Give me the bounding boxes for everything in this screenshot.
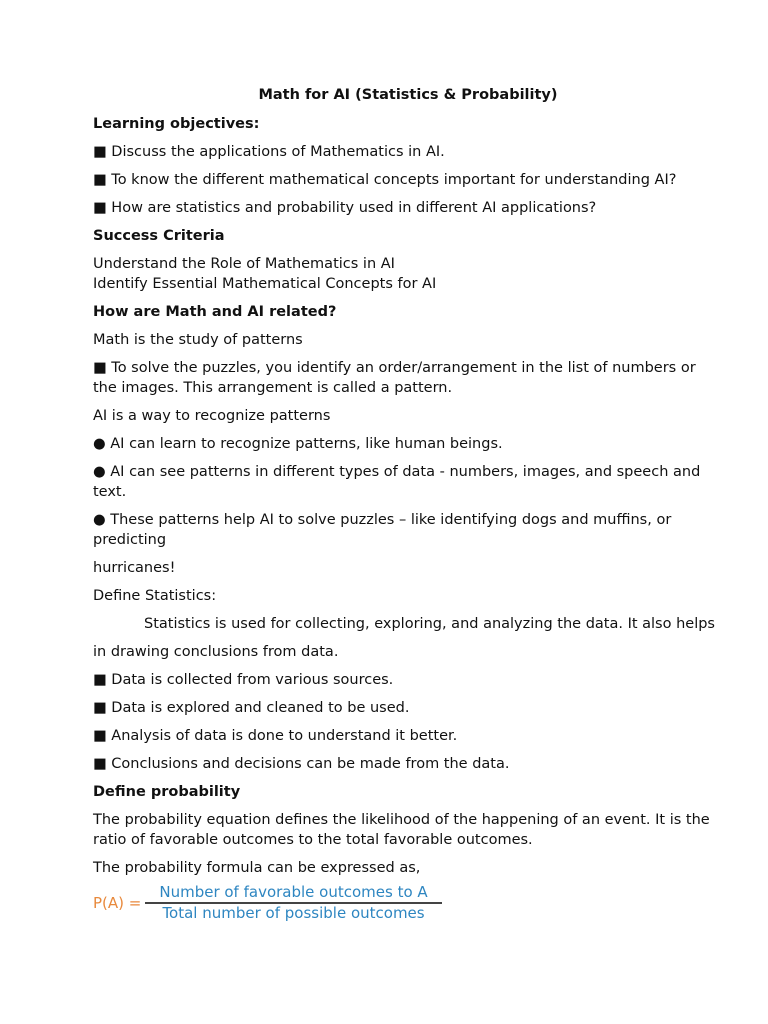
formula-lhs: P(A) =	[93, 893, 142, 912]
formula-denominator: Total number of possible outcomes	[162, 903, 425, 922]
math-patterns-text: Math is the study of patterns	[93, 332, 303, 348]
ai-bullet: ● AI can learn to recognize patterns, like human beings.	[93, 436, 503, 452]
hurricanes-text: hurricanes!	[93, 560, 176, 576]
statistics-continuation: in drawing conclusions from data.	[93, 644, 339, 660]
objective-item: ■ Discuss the applications of Mathematics in AI.	[93, 144, 445, 160]
success-criteria-list	[93, 254, 723, 294]
document-page	[93, 85, 723, 923]
ai-bullet: ● AI can see patterns in different types of data - numbers, images, and speech and text.	[93, 464, 701, 500]
statistics-paragraph: Statistics is used for collecting, exploring, and analyzing the data. It also helps	[144, 616, 715, 632]
success-criteria-item: Understand the Role of Mathematics in AI	[93, 256, 395, 272]
document-title: Math for AI (Statistics & Probability)	[258, 87, 558, 103]
ai-patterns-text: AI is a way to recognize patterns	[93, 408, 331, 424]
define-statistics-heading: Define Statistics:	[93, 588, 217, 604]
formula-numerator: Number of favorable outcomes to A	[159, 883, 428, 901]
math-ai-related-heading: How are Math and AI related?	[93, 304, 337, 320]
puzzle-bullet: ■ To solve the puzzles, you identify an order/arrangement in the list of numbers or the images. This arrangement is called a pattern.	[93, 360, 696, 396]
objective-item: ■ To know the different mathematical concepts important for understanding AI?	[93, 172, 677, 188]
success-criteria-heading: Success Criteria	[93, 228, 225, 244]
define-probability-heading: Define probability	[93, 784, 241, 800]
learning-objectives-heading: Learning objectives:	[93, 116, 260, 132]
formula-intro: The probability formula can be expressed as,	[93, 860, 421, 876]
data-bullet: ■ Data is explored and cleaned to be used.	[93, 700, 410, 716]
success-criteria-item: Identify Essential Mathematical Concepts for AI	[93, 276, 437, 292]
objective-item: ■ How are statistics and probability used in different AI applications?	[93, 200, 597, 216]
probability-paragraph: The probability equation defines the likelihood of the happening of an event. It is the ratio of favorable outcomes to the total favorable outcomes.	[93, 812, 710, 848]
ai-bullet: ● These patterns help AI to solve puzzles – like identifying dogs and muffins, or predicting	[93, 512, 672, 548]
probability-formula	[93, 883, 723, 923]
data-bullet: ■ Conclusions and decisions can be made from the data.	[93, 756, 510, 772]
formula-fraction	[145, 883, 441, 923]
data-bullet: ■ Data is collected from various sources.	[93, 672, 394, 688]
data-bullet: ■ Analysis of data is done to understand it better.	[93, 728, 458, 744]
